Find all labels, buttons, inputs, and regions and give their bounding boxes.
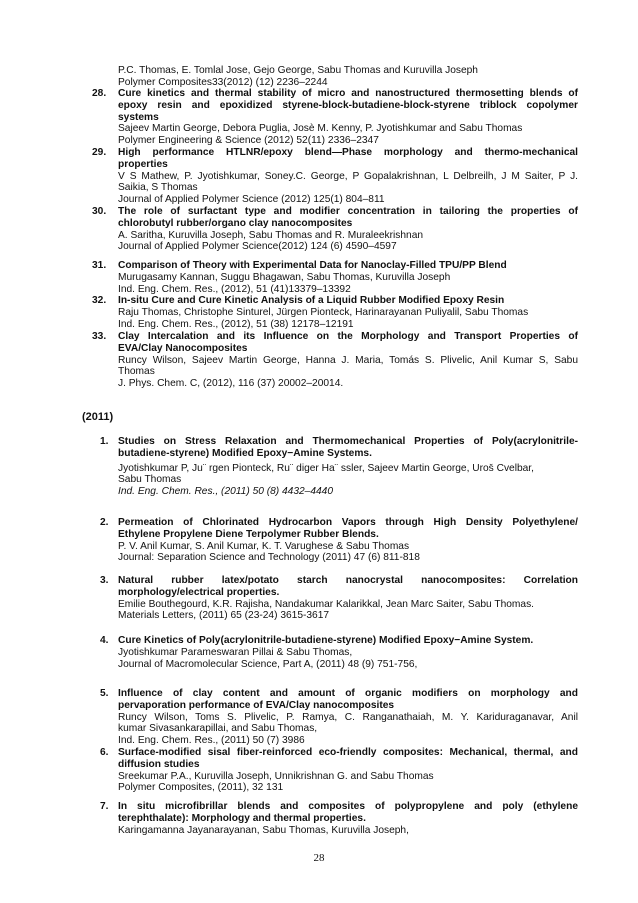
entry-title: Comparison of Theory with Experimental Data for Nanoclay-Filled TPU/PP Blend [118,260,507,271]
section-heading-2011: (2011) [82,411,114,423]
entry-title: Clay Intercalation and its Influence on the Morphology and Transport Properties of [118,331,578,342]
entry-title: Permeation of Chlorinated Hydrocarbon Vapors through High Density Polyethylene/ [118,517,578,528]
entry-title: pervaporation performance of EVA/Clay nanocomposites [118,699,395,711]
entry-authors: Murugasamy Kannan, Suggu Bhagawan, Sabu Thomas, Kuruvilla Joseph [118,271,451,283]
entry-title: In-situ Cure and Cure Kinetic Analysis of a Liquid Rubber Modified Epoxy Resin [118,295,505,306]
entry-journal: Journal of Applied Polymer Science(2012) 124 (6) 4590–4597 [118,241,397,253]
entry-title: diffusion studies [118,758,200,770]
entry-authors: Jyotishkumar P, Ju¨ rgen Pionteck, Ru¨ diger Ha¨ ssler, Sajeev Martin George, Uros̆ Cvelbar, [118,462,534,474]
item-number: 28. [92,88,107,99]
entry-journal: Polymer Composites, (2011), 32 131 [118,782,284,794]
entry-authors: Sajeev Martin George, Debora Puglia, Josè M. Kenny, P. Jyotishkumar and Sabu Thomas [118,123,523,135]
item-number: 32. [92,295,107,306]
entry-authors: A. Saritha, Kuruvilla Joseph, Sabu Thomas and R. Muraleekrishnan [118,229,424,241]
entry-journal: Journal: Separation Science and Technology (2011) 47 (6) 811-818 [118,552,420,564]
entry-title: In situ microfibrillar blends and composites of polypropylene and poly (ethylene [118,801,578,812]
entry-title: systems [118,111,159,123]
entry-title: chlorobutyl rubber/organo clay nanocomposites [118,217,353,229]
entry-title: Surface-modified sisal fiber-reinforced eco-friendly composites: Mechanical, thermal, and [118,747,578,758]
item-number: 1. [100,436,109,447]
entry-authors: Sreekumar P.A., Kuruvilla Joseph, Unnikrishnan G. and Sabu Thomas [118,770,434,782]
item-number: 6. [100,747,109,758]
entry-journal: Ind. Eng. Chem. Res., (2011) 50 (7) 3986 [118,735,305,747]
entry-title: morphology/electrical properties. [118,586,280,598]
entry-title: EVA/Clay Nanocomposites [118,342,248,354]
entry-authors: V S Mathew, P. Jyotishkumar, Soney.C. George, P Gopalakrishnan, L Delbreilh, J M Saiter, P J. [118,170,578,182]
entry-title: properties [118,158,168,170]
item-number: 7. [100,801,109,812]
entry-journal: Ind. Eng. Chem. Res., (2011) 50 (8) 4432–4440 [118,486,334,498]
entry-authors: Jyotishkumar Parameswaran Pillai & Sabu Thomas, [118,646,353,658]
entry-journal: Materials Letters, (2011) 65 (23-24) 3615-3617 [118,610,330,622]
entry-authors: Saikia, S Thomas [118,182,198,194]
entry-authors: Emilie Bouthegourd, K.R. Rajisha, Nandakumar Kalarikkal, Jean Marc Saiter, Sabu Thomas. [118,598,535,610]
entry-title: Natural rubber latex/potato starch nanocrystal nanocomposites: Correlation [118,575,578,586]
entry-journal: Ind. Eng. Chem. Res., (2012), 51 (41)13379–13392 [118,283,351,295]
entry-authors: Sabu Thomas [118,474,182,486]
entry-journal: Polymer Engineering & Science (2012) 52(11) 2336–2347 [118,135,379,147]
entry-authors: P. V. Anil Kumar, S. Anil Kumar, K. T. Varughese & Sabu Thomas [118,540,410,552]
item-number: 31. [92,260,107,271]
item-number: 3. [100,575,109,586]
item-number: 33. [92,331,107,342]
entry-authors: Runcy Wilson, Sajeev Martin George, Hanna J. Maria, Tomás S. Plivelic, Anil Kumar S, Sabu [118,354,578,366]
entry-title: Cure kinetics and thermal stability of micro and nanostructured thermosetting blends of [118,88,578,99]
entry-title: Studies on Stress Relaxation and Thermomechanical Properties of Poly(acrylonitrile- [118,436,578,447]
entry-authors: P.C. Thomas, E. Tomlal Jose, Gejo George, Sabu Thomas and Kuruvilla Joseph [118,65,478,76]
page-number: 28 [313,852,325,864]
item-number: 5. [100,688,109,699]
item-number: 2. [100,517,109,528]
entry-title: butadiene-styrene) Modified Epoxy−Amine Systems. [118,447,372,459]
entry-title: Ethylene Propylene Diene Terpolymer Rubber Blends. [118,528,379,540]
entry-journal: Ind. Eng. Chem. Res., (2012), 51 (38) 12178–12191 [118,318,354,330]
entry-journal: Journal of Macromolecular Science, Part A, (2011) 48 (9) 751-756, [118,658,418,670]
entry-journal: Journal of Applied Polymer Science (2012) 125(1) 804–811 [118,194,385,206]
entry-authors: Raju Thomas, Christophe Sinturel, Jürgen Pionteck, Harinarayanan Puliyalil, Sabu Thomas [118,306,529,318]
entry-authors: kumar Sivasankarapillai, and Sabu Thomas, [118,723,318,735]
item-number: 29. [92,147,107,158]
entry-title: terephthalate): Morphology and thermal properties. [118,812,366,824]
entry-title: Influence of clay content and amount of organic modifiers on morphology and [118,688,578,699]
item-number: 30. [92,206,107,217]
entry-title: The role of surfactant type and modifier concentration in tailoring the properties of [118,206,578,217]
item-number: 4. [100,635,109,646]
entry-title: Cure Kinetics of Poly(acrylonitrile-butadiene-styrene) Modified Epoxy−Amine System. [118,635,534,646]
entry-title: High performance HTLNR/epoxy blend—Phase morphology and thermo-mechanical [118,147,578,158]
entry-journal: Polymer Composites33(2012) (12) 2236–2244 [118,77,328,88]
entry-title: epoxy resin and epoxidized styrene-block-butadiene-block-styrene triblock copolymer [118,99,578,111]
entry-authors: Runcy Wilson, Toms S. Plivelic, P. Ramya, C. Ranganathaiah, M. Y. Kariduraganavar, Anil [118,711,578,723]
entry-authors: Thomas [118,366,155,378]
entry-authors: Karingamanna Jayanarayanan, Sabu Thomas, Kuruvilla Joseph, [118,824,409,836]
entry-journal: J. Phys. Chem. C, (2012), 116 (37) 20002–20014. [118,378,344,390]
